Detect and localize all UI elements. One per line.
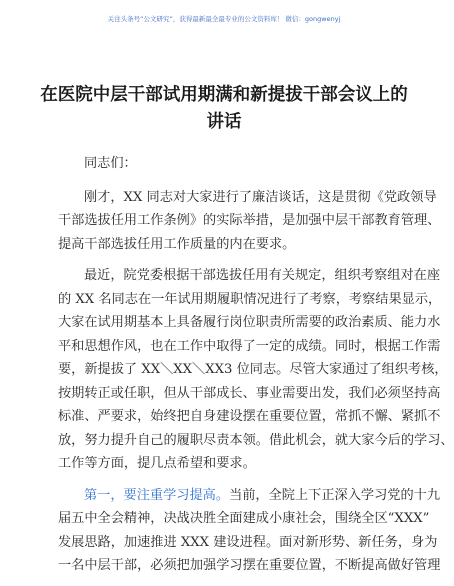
title-line-2: 讲话 bbox=[206, 112, 242, 132]
text-line: 的 XX 名同志在一年试用期履职情况进行了考察，考察结果显示， bbox=[58, 291, 442, 307]
text-line: 最近，院党委根据干部选拔任用有关规定，组织考察组对在座 bbox=[84, 268, 441, 283]
text-line: 干部选拔任用工作条例》的实际举措，是加强中层干部教育管理、 bbox=[58, 213, 441, 228]
text-line: 要，新提拔了 XX＼XX＼XX3 位同志。尽管大家通过了组织考核， bbox=[58, 362, 448, 377]
text-line bbox=[58, 484, 441, 508]
salutation: 同志们： bbox=[84, 156, 137, 171]
title-line-1: 在医院中层干部试用期满和新提拔干部会议上的 bbox=[40, 85, 408, 105]
text-line: 提高干部选拔任用工作质量的内在要求。 bbox=[58, 236, 296, 252]
text-line: 大家在试用期基本上具备履行岗位职责所需要的政治素质、能力水 bbox=[58, 315, 441, 330]
text-line: 工作等方面，提几点希望和要求。 bbox=[58, 456, 256, 471]
document-title bbox=[40, 82, 408, 136]
document-body bbox=[58, 152, 454, 586]
paragraph-2 bbox=[58, 264, 454, 476]
paragraph-3 bbox=[58, 484, 441, 578]
text-line: 按期转正或任职，但从干部成长、事业需要出发，我们必须坚持高 bbox=[58, 385, 441, 401]
section-heading: 第一，要注重学习提高。 bbox=[84, 487, 230, 503]
text-line: 标准、严要求，始终把自身建设摆在重要位置，常抓不懈、紧抓不 bbox=[58, 409, 441, 424]
text-line: 届五中全会精神，决战决胜全面建成小康社会，围绕全区“XXX” bbox=[58, 511, 430, 526]
text-line: 平和思想作风，也在工作中取得了一定的成绩。同时，根据工作需 bbox=[58, 338, 441, 354]
text-span: 当前，全院上下正深入学习党的十九 bbox=[229, 487, 441, 503]
text-line: 刚才，XX 同志对大家进行了廉洁谈话，这是贯彻《党政领导 bbox=[84, 189, 437, 205]
text-line: 一名中层干部，必须把加强学习摆在重要位置，不断提高做好管理 bbox=[58, 558, 441, 573]
text-line: 放，努力提升自己的履职尽责本领。借此机会，就大家今后的学习、 bbox=[58, 432, 454, 448]
paragraph-1 bbox=[58, 186, 441, 257]
header-banner: 关注头条号“公文研究”，获得最新最全最专业的公文资料库！ 微信：gongwenyj bbox=[107, 15, 341, 23]
text-line: 发展思路，加速推进 XXX 建设进程。面对新形势、新任务，身为 bbox=[58, 534, 438, 550]
